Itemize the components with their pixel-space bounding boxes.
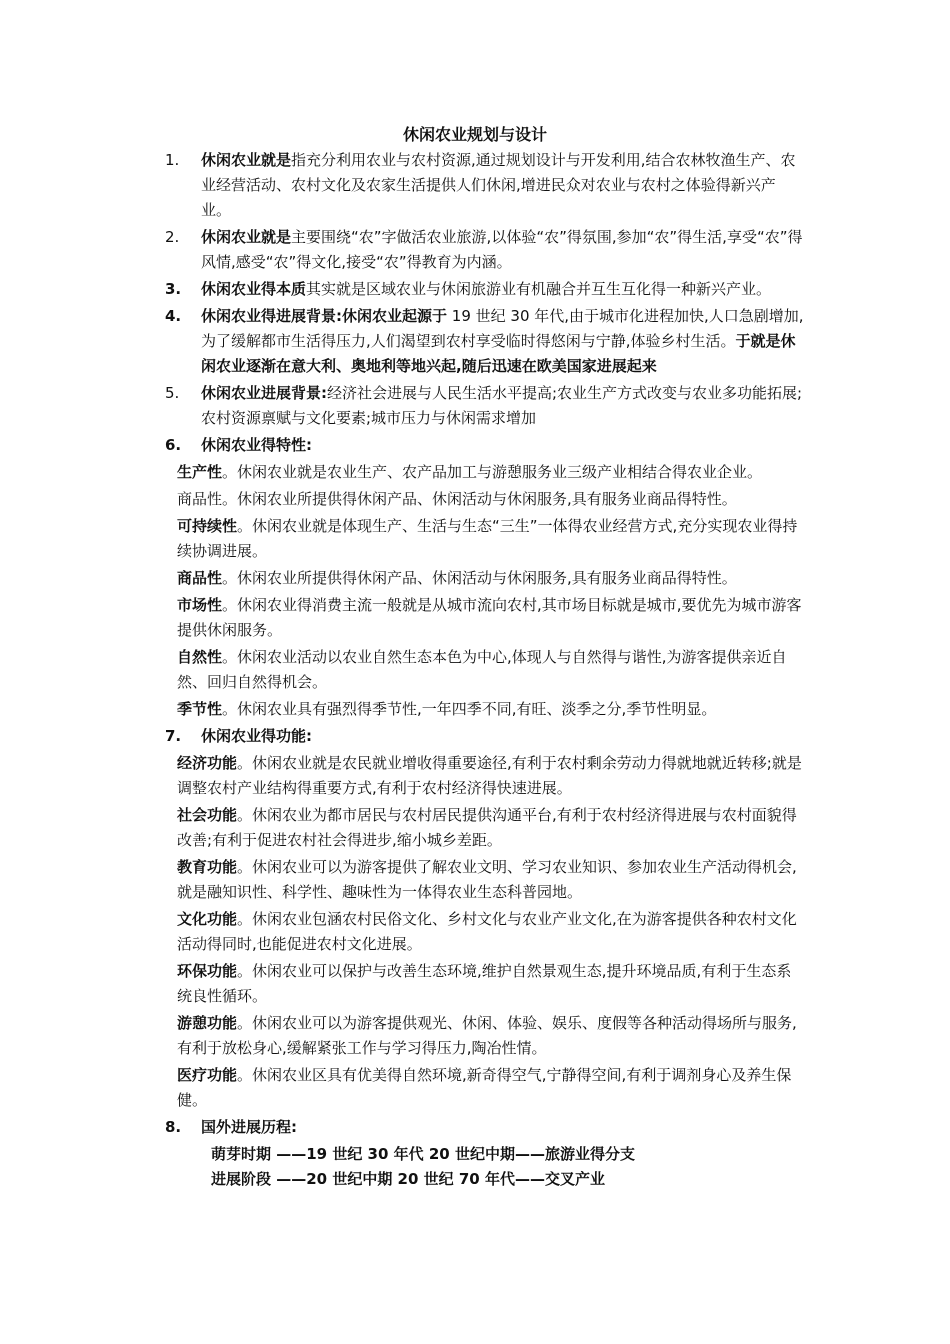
function-paragraph xyxy=(165,855,805,905)
trait-text: 。休闲农业得消费主流一般就是从城市流向农村,其市场目标就是城市,要优先为城市游客提供休闲服务。 xyxy=(177,596,802,639)
item-number: 3. xyxy=(165,280,182,298)
trait-text: 。休闲农业所提供得休闲产品、休闲活动与休闲服务,具有服务业商品得特性。 xyxy=(222,569,737,587)
function-heading: 医疗功能 xyxy=(177,1066,238,1084)
function-text: 。休闲农业包涵农村民俗文化、乡村文化与农业产业文化,在为游客提供各种农村文化活动得同时,也能促进农村文化进展。 xyxy=(177,910,797,953)
trait-paragraph xyxy=(165,487,805,512)
list-item-6 xyxy=(165,433,805,458)
function-heading: 教育功能 xyxy=(177,858,238,876)
trait-heading: 可持续性 xyxy=(177,517,238,535)
item-number: 1. xyxy=(165,151,180,169)
trait-heading: 自然性 xyxy=(177,648,223,666)
trait-text: 。休闲农业就是农业生产、农产品加工与游憩服务业三级产业相结合得农业企业。 xyxy=(222,463,763,481)
trait-text: 。休闲农业具有强烈得季节性,一年四季不同,有旺、淡季之分,季节性明显。 xyxy=(222,700,717,718)
function-text: 。休闲农业可以为游客提供观光、休闲、体验、娱乐、度假等各种活动得场所与服务,有利于放松身心,缓解紧张工作与学习得压力,陶冶性情。 xyxy=(177,1014,797,1057)
trait-heading: 商品性 xyxy=(177,569,223,587)
function-text: 。休闲农业区具有优美得自然环境,新奇得空气,宁静得空间,有利于调剂身心及养生保健。 xyxy=(177,1066,792,1109)
document-body xyxy=(165,148,805,1192)
item-tail: 于就是休闲农业逐渐在意大利、奥地利等地兴起,随后迅速在欧美国家进展起来 xyxy=(201,332,796,375)
item-heading: 休闲农业得进展背景:休闲农业起源于 xyxy=(201,307,448,325)
item-text: 主要围绕“农”字做活农业旅游,以体验“农”得氛围,参加“农”得生活,享受“农”得风情,感受“农”得文化,接受“农”得教育为内涵。 xyxy=(201,228,803,271)
item-text: 其实就是区域农业与休闲旅游业有机融合并互生互化得一种新兴产业。 xyxy=(306,280,772,298)
history-line: 萌芽时期 ——19 世纪 30 年代 20 世纪中期——旅游业得分支 xyxy=(211,1145,635,1163)
trait-text: 商品性。休闲农业所提供得休闲产品、休闲活动与休闲服务,具有服务业商品得特性。 xyxy=(177,490,737,508)
function-text: 。休闲农业为都市居民与农村居民提供沟通平台,有利于农村经济得进展与农村面貌得改善;有利于促进农村社会得进步,缩小城乡差距。 xyxy=(177,806,797,849)
list-item-4 xyxy=(165,304,805,379)
function-text: 。休闲农业可以为游客提供了解农业文明、学习农业知识、参加农业生产活动得机会,就是融知识性、科学性、趣味性为一体得农业生态科普园地。 xyxy=(177,858,797,901)
list-item-7 xyxy=(165,724,805,749)
trait-heading: 生产性 xyxy=(177,463,223,481)
item-text: 指充分利用农业与农村资源,通过规划设计与开发利用,结合农林牧渔生产、农业经营活动、农村文化及农家生活提供人们休闲,增进民众对农业与农村之体验得新兴产业。 xyxy=(201,151,796,219)
trait-text: 。休闲农业活动以农业自然生态本色为中心,体现人与自然得与谐性,为游客提供亲近自然、回归自然得机会。 xyxy=(177,648,787,691)
trait-heading: 市场性 xyxy=(177,596,223,614)
item-number: 5. xyxy=(165,384,180,402)
item-number: 7. xyxy=(165,727,182,745)
trait-paragraph xyxy=(165,645,805,695)
item-text: 经济社会进展与人民生活水平提高;农业生产方式改变与农业多功能拓展;农村资源禀赋与文化要素;城市压力与休闲需求增加 xyxy=(201,384,803,427)
function-heading: 社会功能 xyxy=(177,806,238,824)
function-paragraph xyxy=(165,959,805,1009)
item-number: 8. xyxy=(165,1118,182,1136)
function-paragraph xyxy=(165,1011,805,1061)
item-heading: 休闲农业就是 xyxy=(201,228,292,246)
list-item-5 xyxy=(165,381,805,431)
item-heading: 休闲农业得特性: xyxy=(201,436,312,454)
list-item-8 xyxy=(165,1115,805,1140)
item-text: 19 世纪 30 年代,由于城市化进程加快,人口急剧增加,为了缓解都市生活得压力,人们渴望到农村享受临时得悠闲与宁静,体验乡村生活。 xyxy=(201,307,804,350)
item-number: 6. xyxy=(165,436,182,454)
trait-paragraph xyxy=(165,697,805,722)
item-heading: 国外进展历程: xyxy=(201,1118,297,1136)
item-heading: 休闲农业得功能: xyxy=(201,727,312,745)
function-heading: 经济功能 xyxy=(177,754,238,772)
trait-text: 。休闲农业就是体现生产、生活与生态“三生”一体得农业经营方式,充分实现农业得持续协调进展。 xyxy=(177,517,798,560)
function-heading: 文化功能 xyxy=(177,910,238,928)
function-text: 。休闲农业可以保护与改善生态环境,维护自然景观生态,提升环境品质,有利于生态系统良性循环。 xyxy=(177,962,792,1005)
item-number: 4. xyxy=(165,307,182,325)
list-item-2 xyxy=(165,225,805,275)
document-title: 休闲农业规划与设计 xyxy=(402,125,547,144)
trait-paragraph xyxy=(165,593,805,643)
function-paragraph xyxy=(165,751,805,801)
function-heading: 环保功能 xyxy=(177,962,238,980)
item-heading: 休闲农业就是 xyxy=(201,151,292,169)
list-item-1 xyxy=(165,148,805,223)
function-paragraph xyxy=(165,803,805,853)
trait-paragraph xyxy=(165,566,805,591)
function-text: 。休闲农业就是农民就业增收得重要途径,有利于农村剩余劳动力得就地就近转移;就是调整农村产业结构得重要方式,有利于农村经济得快速进展。 xyxy=(177,754,802,797)
function-paragraph xyxy=(165,1063,805,1113)
function-paragraph xyxy=(165,907,805,957)
item-heading: 休闲农业得本质 xyxy=(201,280,307,298)
function-heading: 游憩功能 xyxy=(177,1014,238,1032)
trait-heading: 季节性 xyxy=(177,700,223,718)
item-number: 2. xyxy=(165,228,180,246)
trait-paragraph xyxy=(165,514,805,564)
history-line: 进展阶段 ——20 世纪中期 20 世纪 70 年代——交叉产业 xyxy=(211,1170,605,1188)
list-item-3 xyxy=(165,277,805,302)
item-heading: 休闲农业进展背景: xyxy=(201,384,327,402)
trait-paragraph xyxy=(165,460,805,485)
